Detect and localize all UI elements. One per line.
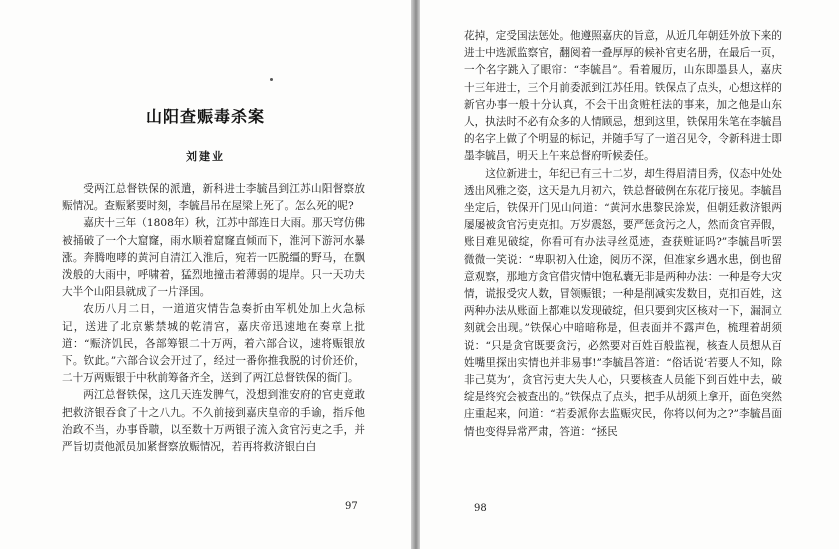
page-speck: [270, 78, 273, 81]
book-gutter: [411, 0, 420, 549]
left-body-text: [62, 181, 365, 456]
left-page: [0, 0, 411, 549]
paragraph: 农历八月二日，一道道灾情告急奏折由军机处加上火急标记，送进了北京紫禁城的乾清宫，嘉庆帝迅速地在奏章上批道：“赈济饥民，各部筹银二十万两，着六部合议，速将赈银放下。钦此。”六部合议会开过了，经过一番你推我脱的讨价还价，二十万两赈银于中秋前筹备齐全，送到了两江总督铁保的衙门。: [62, 303, 365, 385]
page-number: 97: [345, 501, 358, 512]
right-body-text: [464, 28, 782, 441]
paragraph: 两江总督铁保，这几天连发脾气，没想到淮安府的官吏竟敢把救济银吞食了十之八九。不久前接到嘉庆皇帝的手谕，指斥他治政不当，办事昏聩，以至数十万两银子流入贪官污吏之手，并严旨切责他派员加紧督察放赈情况，若再将救济银白白: [62, 389, 365, 454]
paragraph: 嘉庆十三年（1808年）秋，江苏中部连日大雨。那天穹仿佛被捅破了一个大窟窿，雨水顺着窟窿直倾而下，淮河下游河水暴涨。奔腾咆哮的黄河自清江入淮后，宛若一匹脱缰的野马，在飘泼般的大雨中，呼啸着，猛烈地撞击着薄弱的堤岸。只一天功夫大半个山阳县就成了一片泽国。: [62, 217, 365, 299]
paragraph: 这位新进士，年纪已有三十二岁，却生得眉清目秀，仪态中处处透出风雅之姿，这天是九月初六，铁总督破例在东花厅接见。李毓昌坐定后，铁保开门见山问道：“黄河水患黎民涂炭，但朝廷救济银两屡屡被贪官污吏克扣。万岁震怒，要严惩贪污之人，然而贪官弄假，账目难见破绽，你看可有办法寻丝觅迹，查获赃证吗?”李毓昌听罢微微一笑说：“卑职初入仕途，阅历不深，但准家乡遇水患，倒也留意观察，那地方贪官借灾情中饱私囊无非是两种办法：一种是夸大灾情，谎报受灾人数，冒领赈银；一种是削减实发数目，克扣百姓，这两种办法从账面上都难以发现破绽，但只要到灾区核对一下，漏洞立刻就会出现。”铁保心中暗暗称是，但表面并不露声色，梳理着胡须说：“只是贪官既要贪污，必然要对百姓百般监视，核查人员想从百姓嘴里探出实情也并非易事!”李毓昌答道：“俗话说‘若要人不知，除非己莫为’，贪官污吏大失人心，只要核查人员能下到百姓中去，破绽是终究会被查出的。”铁保点了点头，把手从胡须上拿开，面色突然庄重起来，问道：“若委派你去监赈灾民，你将以何为之?”李毓昌面情也变得异常严肃，答道：“拯民: [464, 167, 782, 438]
article-author: 刘建业: [186, 150, 225, 163]
article-title: 山阳查赈毒杀案: [145, 107, 265, 126]
paragraph: 花掉，定受国法惩处。他遵照嘉庆的旨意，从近几年朝廷外放下来的进士中选派监察官，翻阅着一叠厚厚的候补官吏名册，在最后一页，一个名字跳入了眼帘：“李毓昌”。看着履历，山东即墨县人，嘉庆十三年进士，三个月前委派到江苏任用。铁保点了点头，心想这样的新官办事一般十分认真，不会干出贪赃枉法的事来，加之他是山东人，执法时不必有众多的人情顾忌，想到这里，铁保用朱笔在李毓昌的名字上做了个明显的标记，并随手写了一道召见令，令新科进士即墨李毓昌，明天上午来总督府听候委任。: [464, 30, 782, 163]
page-number: 98: [474, 503, 487, 514]
right-page: [420, 0, 839, 549]
paragraph: 受两江总督铁保的派遣，新科进士李毓昌到江苏山阳督察放赈情况。查赈紧要时刻，李毓昌吊在屋梁上死了。怎么死的呢?: [62, 183, 365, 213]
